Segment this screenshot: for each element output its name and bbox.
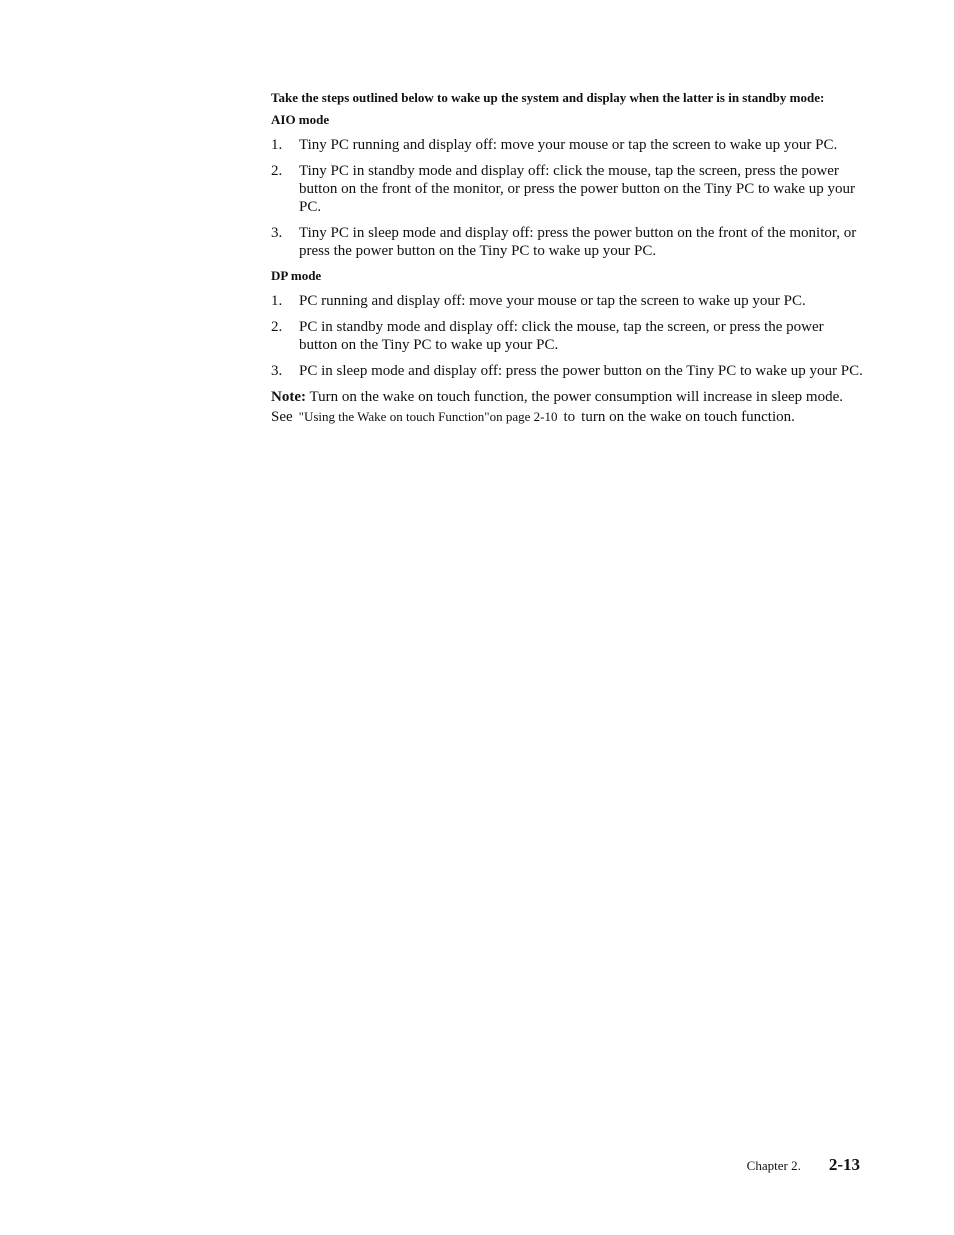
step-text: Tiny PC in standby mode and display off: click the mouse, tap the screen, press the power button on the front of the monitor, or press the power button on the Tiny PC to wake up your PC. [299, 163, 856, 215]
aio-steps-list [271, 136, 863, 260]
see-paragraph [271, 408, 863, 426]
step-text: PC in sleep mode and display off: press the power button on the Tiny PC to wake up your PC. [299, 363, 863, 379]
step-number: 2. [271, 163, 283, 179]
chapter-label: Chapter 2. [746, 1158, 801, 1173]
note-paragraph [271, 388, 863, 406]
step-text: Tiny PC in sleep mode and display off: press the power button on the front of the monitor, or press the power button on the Tiny PC to wake up your PC. [299, 225, 857, 259]
list-item [271, 224, 863, 260]
list-item [271, 362, 863, 380]
step-text: PC running and display off: move your mouse or tap the screen to wake up your PC. [299, 293, 806, 309]
page-content [271, 90, 863, 426]
step-number: 3. [271, 225, 283, 241]
section-heading-dp: DP mode [271, 268, 322, 283]
list-item [271, 162, 863, 216]
list-item [271, 292, 863, 310]
list-item [271, 318, 863, 354]
step-number: 3. [271, 363, 283, 379]
see-suffix: turn on the wake on touch function. [581, 409, 795, 425]
note-label: Note: [271, 389, 306, 405]
step-text: PC in standby mode and display off: click the mouse, tap the screen, or press the power button on the Tiny PC to wake up your PC. [299, 319, 824, 353]
cross-reference-link[interactable]: "Using the Wake on touch Function"on page 2-10 [298, 409, 558, 424]
step-number: 2. [271, 319, 283, 335]
intro-heading: Take the steps outlined below to wake up the system and display when the latter is in standby mode: [271, 90, 825, 105]
step-text: Tiny PC running and display off: move your mouse or tap the screen to wake up your PC. [299, 137, 838, 153]
section-heading-aio: AIO mode [271, 112, 330, 127]
page-number: 2-13 [828, 1155, 860, 1174]
note-text: Turn on the wake on touch function, the power consumption will increase in sleep mode. [309, 389, 843, 405]
step-number: 1. [271, 137, 283, 153]
step-number: 1. [271, 293, 283, 309]
see-middle: to [563, 409, 576, 425]
dp-steps-list [271, 292, 863, 380]
page-footer [747, 1155, 860, 1175]
list-item [271, 136, 863, 154]
see-prefix: See [271, 409, 293, 425]
